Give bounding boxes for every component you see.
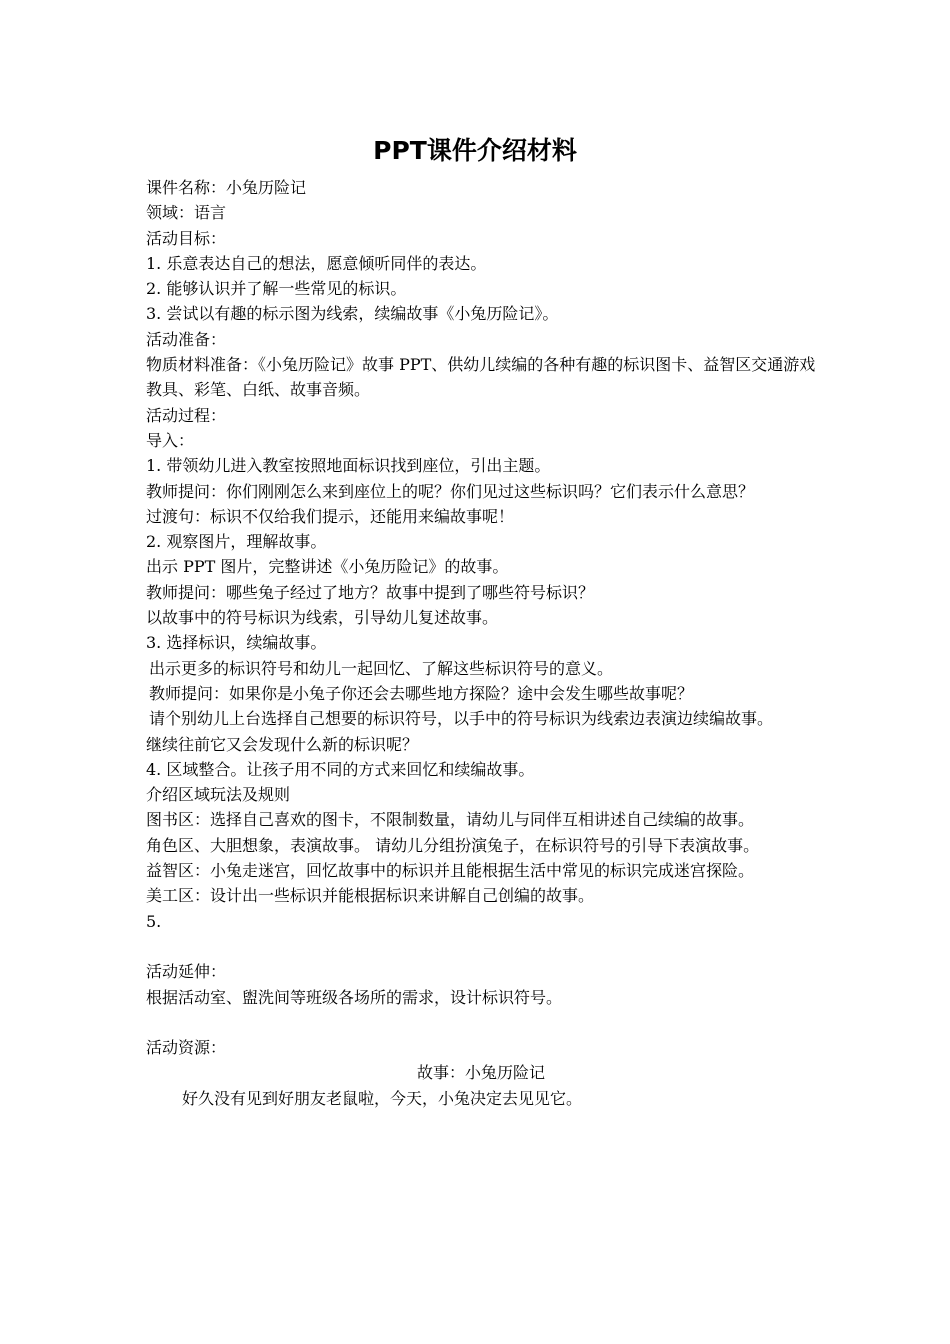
paragraph: 美工区：设计出一些标识并能根据标识来讲解自己创编的故事。: [146, 886, 595, 906]
paragraph: 角色区、大胆想象，表演故事。 请幼儿分组扮演兔子，在标识符号的引导下表演故事。: [146, 835, 760, 855]
blank-line: [146, 934, 816, 959]
list-item: 3. 选择标识，续编故事。: [146, 633, 327, 653]
section-heading: 活动准备：: [146, 329, 227, 349]
story-paragraph: 好久没有见到好朋友老鼠啦，今天，小兔决定去见见它。: [182, 1088, 583, 1108]
paragraph: 教师提问：你们刚刚怎么来到座位上的呢？你们见过这些标识吗？它们表示什么意思？: [146, 481, 755, 501]
list-item: 2. 观察图片，理解故事。: [146, 532, 327, 552]
section-heading: 活动目标：: [146, 228, 227, 248]
story-title: 故事：小兔历险记: [416, 1063, 545, 1083]
blank-line: [146, 1010, 816, 1035]
list-item: 2. 能够认识并了解一些常见的标识。: [146, 279, 407, 299]
document-body: [146, 175, 816, 1111]
paragraph: 过渡句：标识不仅给我们提示，还能用来编故事呢！: [146, 506, 515, 526]
paragraph: 物质材料准备：《小兔历险记》故事 PPT、供幼儿续编的各种有趣的标识图卡、益智区交通游戏教具、彩笔、白纸、故事音频。: [146, 355, 816, 400]
paragraph: 出示 PPT 图片，完整讲述《小兔历险记》的故事。: [146, 557, 509, 577]
list-item: 1. 乐意表达自己的想法，愿意倾听同伴的表达。: [146, 253, 487, 273]
paragraph: 介绍区域玩法及规则: [146, 785, 291, 805]
paragraph: 教师提问：哪些兔子经过了地方？故事中提到了哪些符号标识？: [146, 582, 595, 602]
document-title: PPT课件介绍材料: [373, 136, 577, 165]
paragraph: 益智区：小兔走迷宫，回忆故事中的标识并且能根据生活中常见的标识完成迷宫探险。: [146, 861, 755, 881]
section-heading: 活动过程：: [146, 405, 227, 425]
text-line: 课件名称：小兔历险记: [146, 178, 307, 197]
list-item: 1. 带领幼儿进入教室按照地面标识找到座位，引出主题。: [146, 456, 551, 476]
subheading: 导入：: [146, 430, 195, 450]
list-item: 5.: [146, 911, 162, 931]
list-item: 3. 尝试以有趣的标示图为线索，续编故事《小兔历险记》。: [146, 304, 559, 324]
text-line: 领域：语言: [146, 203, 227, 223]
paragraph: 教师提问：如果你是小兔子你还会去哪些地方探险？途中会发生哪些故事呢？: [149, 683, 694, 703]
paragraph: 图书区：选择自己喜欢的图卡，不限制数量，请幼儿与同伴互相讲述自己续编的故事。: [146, 810, 755, 830]
paragraph: 以故事中的符号标识为线索，引导幼儿复述故事。: [146, 608, 499, 628]
paragraph: 请个别幼儿上台选择自己想要的标识符号，以手中的符号标识为线索边表演边续编故事。: [149, 709, 774, 729]
section-heading: 活动延伸：: [146, 962, 227, 982]
paragraph: 继续往前它又会发现什么新的标识呢？: [146, 734, 419, 754]
section-heading: 活动资源：: [146, 1038, 227, 1058]
paragraph: 出示更多的标识符号和幼儿一起回忆、了解这些标识符号的意义。: [149, 658, 614, 678]
paragraph: 根据活动室、盥洗间等班级各场所的需求，设计标识符号。: [146, 987, 563, 1007]
list-item: 4. 区域整合。让孩子用不同的方式来回忆和续编故事。: [146, 759, 535, 779]
